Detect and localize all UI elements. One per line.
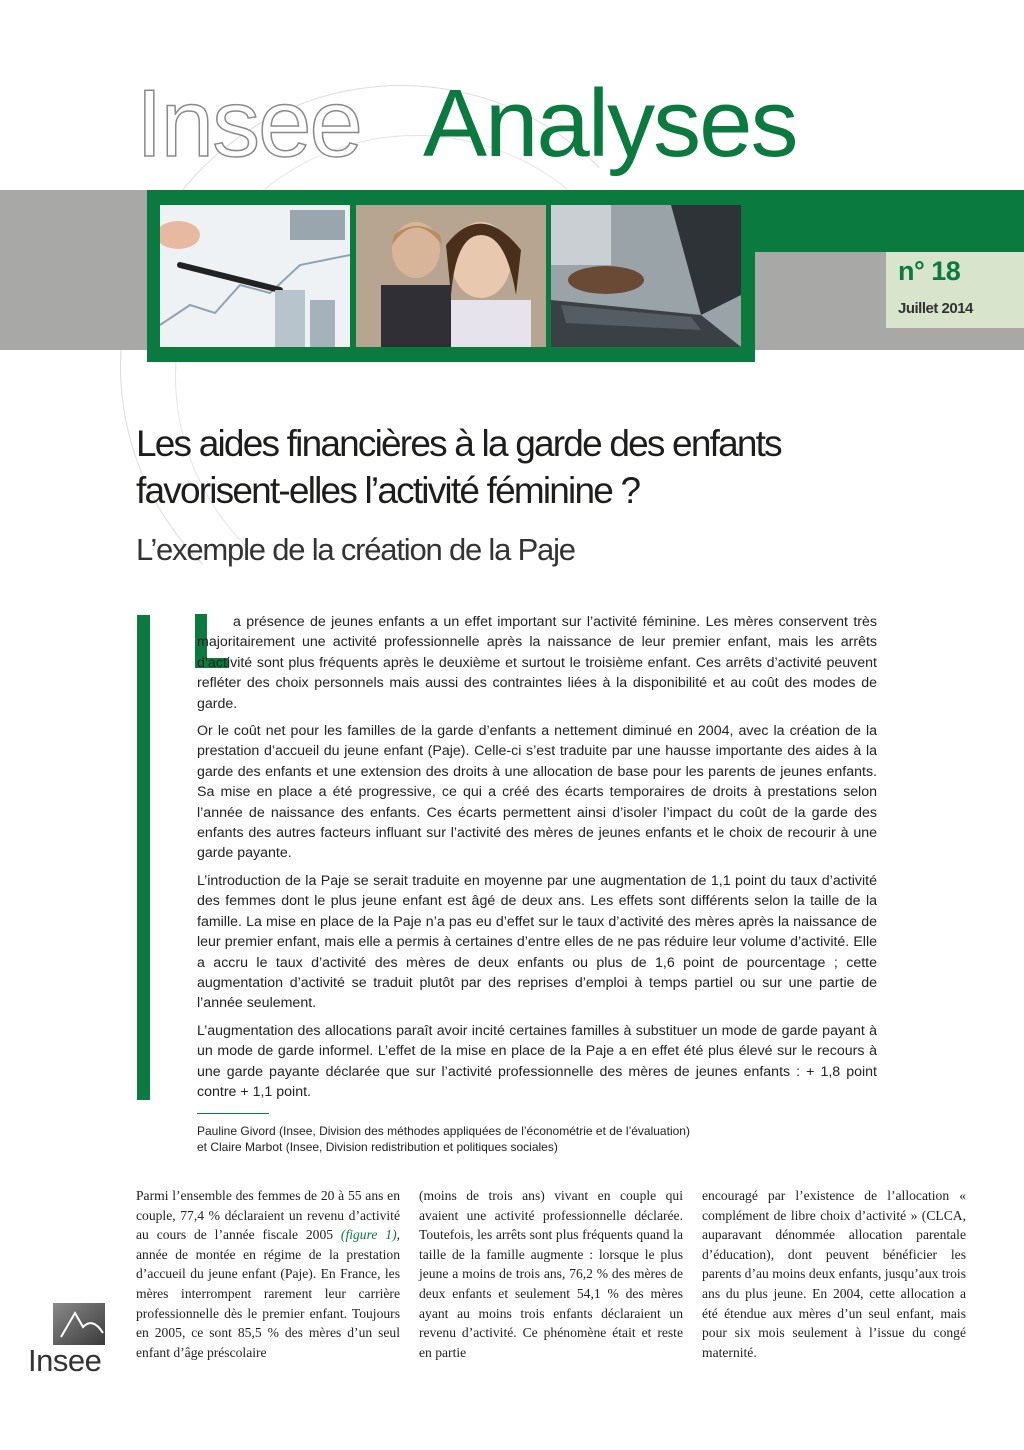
pen-and-chart-photo <box>160 205 350 347</box>
laptop-photo <box>551 205 741 347</box>
authors <box>197 1123 877 1155</box>
children-photo <box>356 205 546 347</box>
insee-logo-text: Insee <box>28 1343 102 1378</box>
authors-divider <box>197 1113 269 1114</box>
article-subtitle: L’exemple de la création de la Paje <box>136 532 575 567</box>
issue-number: n° 18 <box>898 256 961 286</box>
summary-paragraph: L’introduction de la Paje se serait traduite en moyenne par une augmentation de 1,1 point du taux d’activité des femmes dont le plus jeune enfant est âgé de deux ans. Les effets sont différents selon la taille de la famille. La mise en place de la Paje n’a pas eu d’effet sur le taux d’activité des mères après la naissance de leur premier enfant, mais elle a permis à certaines d’entre elles de ne pas réduire leur volume d’activité. Elle a accru le taux d’activité des mères de deux enfants ou plus de 1,6 point de pourcentage ; cette augmentation d’activité se traduit plutôt par des reprises d’emploi à temps partiel ou sur une partie de l’année seulement. <box>197 872 877 1012</box>
issue-date: Juillet 2014 <box>898 300 973 317</box>
body-column-2: (moins de trois ans) vivant en couple qui avaient une activité professionnelle déclarée. Toutefois, les arrêts sont plus fréquents quand la taille de la famille augmente : lorsque le plus jeune a moins de trois ans, 76,2 % des mères de deux enfants et seulement 54,1 % des mères ayant au moins trois enfants déclaraient un revenu d’activité. Ce phénomène était et reste en partie <box>419 1188 683 1360</box>
article-title: Les aides financières à la garde des enfants favorisent-elles l’activité féminine ? <box>136 423 781 511</box>
summary-paragraph: a présence de jeunes enfants a un effet important sur l’activité féminine. Les mères conservent très majoritairement une activité professionnelle après la naissance de leur premier enfant, mais les arrêts d’activité sont plus fréquents après le deuxième et surtout le troisième enfant. Ces arrêts d’activité peuvent refléter des choix personnels mais aussi des contraintes liées à la disponibilité et au coût des modes de garde. <box>197 614 877 712</box>
summary-paragraph: Or le coût net pour les familles de la garde d’enfants a nettement diminué en 2004, avec la création de la prestation d’accueil du jeune enfant (Paje). Celle-ci s’est traduite par une hausse importante des aides à la garde des enfants et une extension des droits à une allocation de base pour les parents de jeunes enfants. Sa mise en place a été progressive, ce qui a créé des écarts temporaires de droits à prestations selon l’année de naissance des enfants. Ces écarts permettent ainsi d’isoler l’impact du coût de la garde des enfants des autres facteurs influant sur l’activité des mères de jeunes enfants et le choix de recourir à une garde payante. <box>197 723 877 862</box>
body-column-1 <box>136 1186 400 1362</box>
summary-paragraph: L’augmentation des allocations paraît avoir incité certaines familles à substituer un mode de garde payant à un mode de garde informel. L’effet de la mise en place de la Paje a en effet été plus élevé sur le recours à une garde payante déclarée que sur l’activité professionnelle des mères de jeunes enfants : + 1,8 point contre + 1,1 point. <box>197 1022 877 1100</box>
body-text: , année de montée en régime de la prestation d’accueil du jeune enfant (Paje). En France, les mères interrompent rarement leur carrière professionnelle dès le premier enfant. Toujours en 2005, ce sont 85,5 % des mères d’un seul enfant d’âge préscolaire <box>136 1227 401 1360</box>
brand-analyses: Analyses <box>423 70 797 177</box>
summary-accent-bar <box>137 615 150 1100</box>
author-line: Pauline Givord (Insee, Division des méthodes appliquées de l’économétrie et de l’évaluation) <box>197 1124 690 1138</box>
body-column-3: encouragé par l’existence de l’allocation « complément de libre choix d’activité » (CLCA, auparavant dénommée allocation parentale d’éducation), dont peuvent bénéficier les parents d’au moins deux enfants, jusqu’aux trois ans du plus jeune. En 2004, cette allocation a été étendue aux mères d’un seul enfant, mais pour six mois seulement à l’issue du congé maternité. <box>702 1188 966 1360</box>
brand-insee: Insee <box>136 70 361 177</box>
insee-logo-icon <box>53 1303 105 1345</box>
author-line: et Claire Marbot (Insee, Division redistribution et politiques sociales) <box>197 1140 558 1154</box>
header-green-band <box>755 190 1024 252</box>
figure-reference-link[interactable]: (figure 1) <box>340 1227 397 1243</box>
body-text: Parmi l’ensemble des femmes de 20 à 55 ans en couple, 77,4 % déclaraient un revenu d’activité au cours de l’année fiscale 2005 <box>136 1188 400 1243</box>
summary <box>197 612 877 1109</box>
